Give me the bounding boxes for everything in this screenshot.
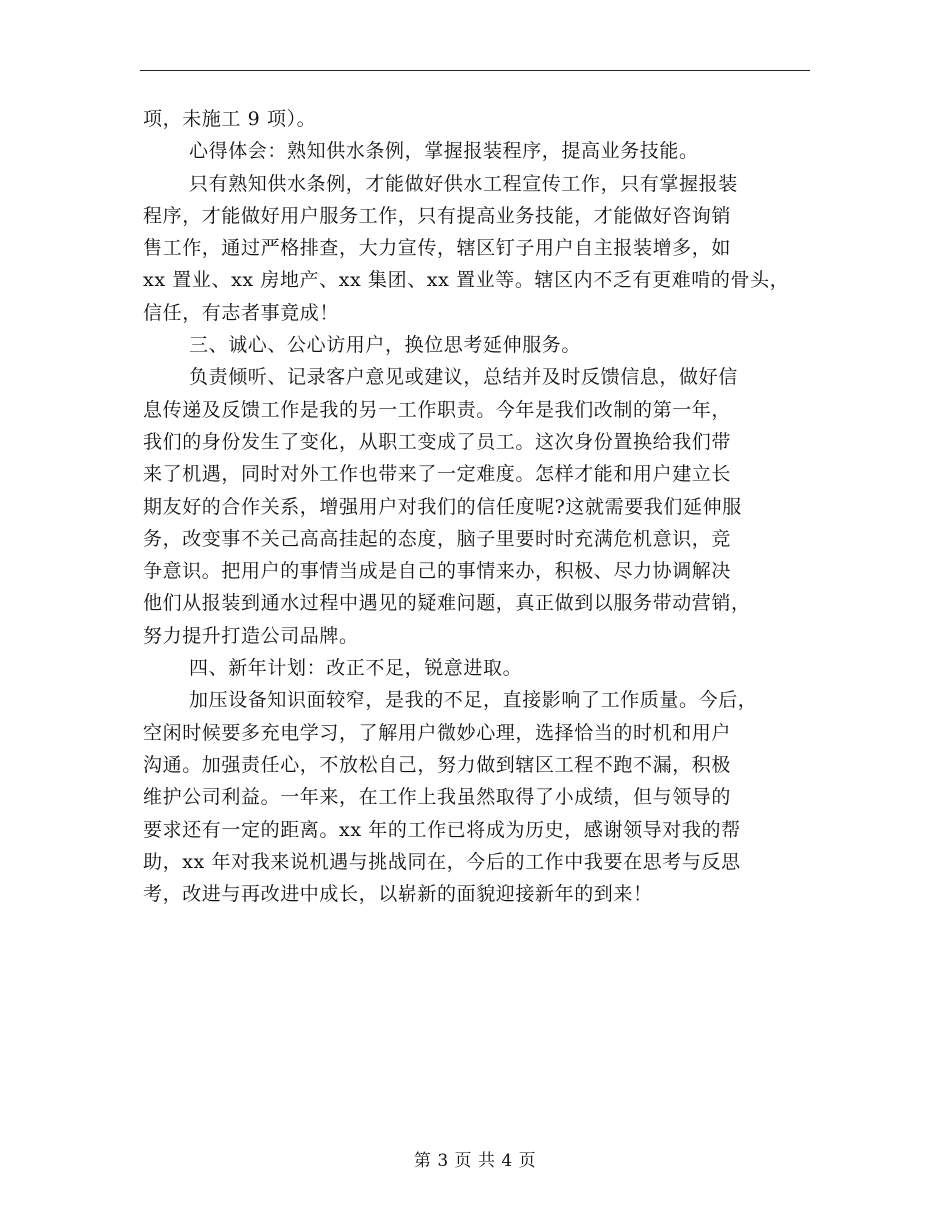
header-rule xyxy=(140,70,810,71)
section-heading: 四、新年计划：改正不足，锐意进取。 xyxy=(189,657,523,680)
document-body xyxy=(143,103,823,910)
text-line: 来了机遇，同时对外工作也带来了一定难度。怎样才能和用户建立长 xyxy=(143,463,732,486)
text-line: 只有熟知供水条例，才能做好供水工程宣传工作，只有掌握报装 xyxy=(189,172,738,195)
text-line: xx 置业、xx 房地产、xx 集团、xx 置业等。辖区内不乏有更难啃的骨头， xyxy=(143,269,790,292)
text-line: 息传递及反馈工作是我的另一工作职责。今年是我们改制的第一年， xyxy=(143,398,732,421)
text-line: 项，未施工 9 项）。 xyxy=(143,108,317,130)
text-line: 他们从报装到通水过程中遇见的疑难问题，真正做到以服务带动营销， xyxy=(143,592,751,615)
text-line: 期友好的合作关系，增强用户对我们的信任度呢?这就需要我们延伸服 xyxy=(143,495,742,518)
text-line: 心得体会：熟知供水条例，掌握报装程序，提高业务技能。 xyxy=(189,140,699,163)
text-line: 售工作，通过严格排查，大力宣传，辖区钉子用户自主报装增多，如 xyxy=(143,237,732,260)
text-line: 助，xx 年对我来说机遇与挑战同在，今后的工作中我要在思考与反思 xyxy=(143,850,741,873)
text-line: 我们的身份发生了变化，从职工变成了员工。这次身份置换给我们带 xyxy=(143,430,732,453)
text-line: 负责倾听、记录客户意见或建议，总结并及时反馈信息，做好信 xyxy=(189,366,738,389)
text-line: 空闲时候要多充电学习，了解用户微妙心理，选择恰当的时机和用户 xyxy=(143,721,732,744)
text-line: 争意识。把用户的事情当成是自己的事情来办，积极、尽力协调解决 xyxy=(143,560,732,583)
page-footer: 第 3 页 共 4 页 xyxy=(413,1151,537,1171)
text-line: 程序，才能做好用户服务工作，只有提高业务技能，才能做好咨询销 xyxy=(143,204,732,227)
section-heading: 三、诚心、公心访用户，换位思考延伸服务。 xyxy=(189,334,582,357)
text-line: 要求还有一定的距离。xx 年的工作已将成为历史，感谢领导对我的帮 xyxy=(143,818,741,841)
text-line: 沟通。加强责任心，不放松自己，努力做到辖区工程不跑不漏，积极 xyxy=(143,753,732,776)
text-line: 考，改进与再改进中成长，以崭新的面貌迎接新年的到来！ xyxy=(143,883,653,906)
text-line: 务，改变事不关己高高挂起的态度，脑子里要时时充满危机意识，竞 xyxy=(143,527,732,550)
text-line: 努力提升打造公司品牌。 xyxy=(143,624,359,647)
text-line: 维护公司利益。一年来，在工作上我虽然取得了小成绩，但与领导的 xyxy=(143,786,732,809)
text-line: 加压设备知识面较窄，是我的不足，直接影响了工作质量。今后， xyxy=(189,689,758,712)
text-line: 信任，有志者事竟成！ xyxy=(143,301,340,324)
